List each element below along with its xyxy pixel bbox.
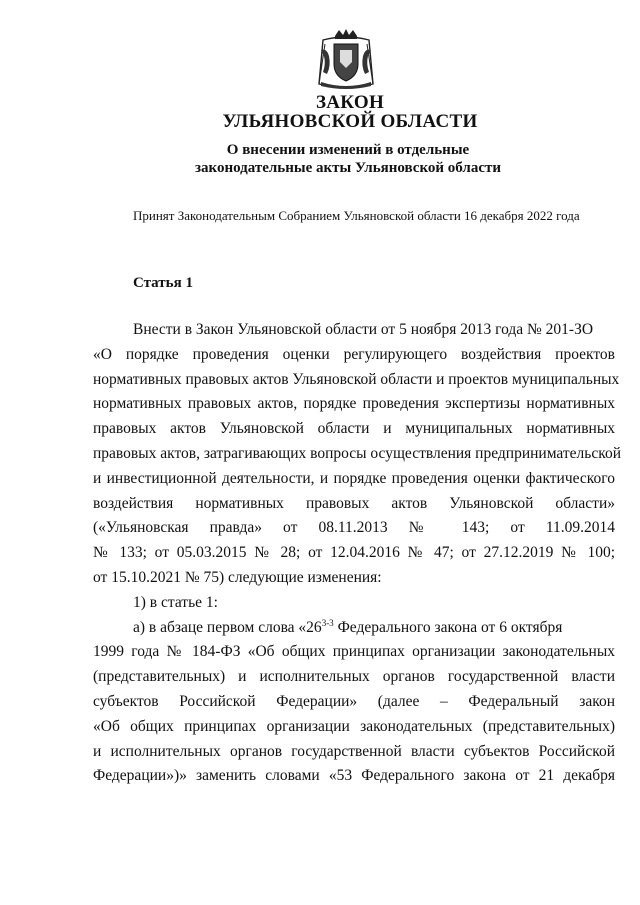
text-line: («Ульяновская правда» от 08.11.2013 № 143; от 11.09.2014 bbox=[93, 519, 615, 537]
text-line: 1999 года № 184-ФЗ «Об общих принципах организации законодательных bbox=[93, 643, 615, 661]
text-line: правовых актов Ульяновской области и муниципальных нормативных bbox=[93, 420, 615, 438]
text-line: Федерации»)» заменить словами «53 Федерального закона от 21 декабря bbox=[93, 767, 615, 785]
text-line: правовых актов, затрагивающих вопросы осуществления предпринимательской bbox=[93, 444, 622, 462]
text-line bbox=[93, 616, 615, 641]
law-subtitle bbox=[28, 141, 640, 177]
text-fragment: Федерального закона от 6 октября bbox=[333, 618, 563, 636]
text-line: нормативных правовых актов Ульяновской области и проектов муниципальных bbox=[93, 370, 620, 388]
law-heading: ЗАКОН bbox=[315, 92, 385, 113]
text-line: воздействия нормативных правовых актов Ульяновской области» bbox=[93, 494, 615, 512]
adoption-note: Принят Законодательным Собранием Ульяновской области 16 декабря 2022 года bbox=[133, 208, 580, 223]
superscript: 3-3 bbox=[321, 617, 334, 628]
text-line: Внести в Закон Ульяновской области от 5 ноября 2013 года № 201-ЗО bbox=[133, 321, 594, 338]
text-line: «О порядке проведения оценки регулирующего воздействия проектов bbox=[93, 345, 615, 363]
text-line: «Об общих принципах организации законодательных (представительных) bbox=[93, 717, 615, 735]
region-heading: УЛЬЯНОВСКОЙ ОБЛАСТИ bbox=[222, 111, 478, 132]
text-line: и исполнительных органов государственной власти субъектов Российской bbox=[93, 742, 615, 760]
coat-of-arms-icon bbox=[313, 28, 379, 92]
text-line: (представительных) и исполнительных органов государственной власти bbox=[93, 668, 615, 686]
article-body bbox=[93, 318, 622, 789]
subtitle-line: законодательные акты Ульяновской области bbox=[194, 160, 502, 176]
text-line: нормативных правовых актов, порядке проведения экспертизы нормативных bbox=[93, 395, 615, 413]
text-fragment: а) в абзаце первом слова «26 bbox=[133, 618, 322, 636]
subtitle-line: О внесении изменений в отдельные bbox=[226, 142, 470, 158]
text-line: № 133; от 05.03.2015 № 28; от 12.04.2016 № 47; от 27.12.2019 № 100; bbox=[93, 544, 615, 562]
text-line: субъектов Российской Федерации» (далее – Федеральный закон bbox=[93, 692, 615, 710]
text-line: 1) в статье 1: bbox=[133, 593, 218, 611]
article-heading: Статья 1 bbox=[133, 275, 193, 291]
text-line: и инвестиционной деятельности, и порядке проведения оценки фактического bbox=[93, 469, 615, 487]
text-line: от 15.10.2021 № 75) следующие изменения: bbox=[93, 568, 382, 586]
